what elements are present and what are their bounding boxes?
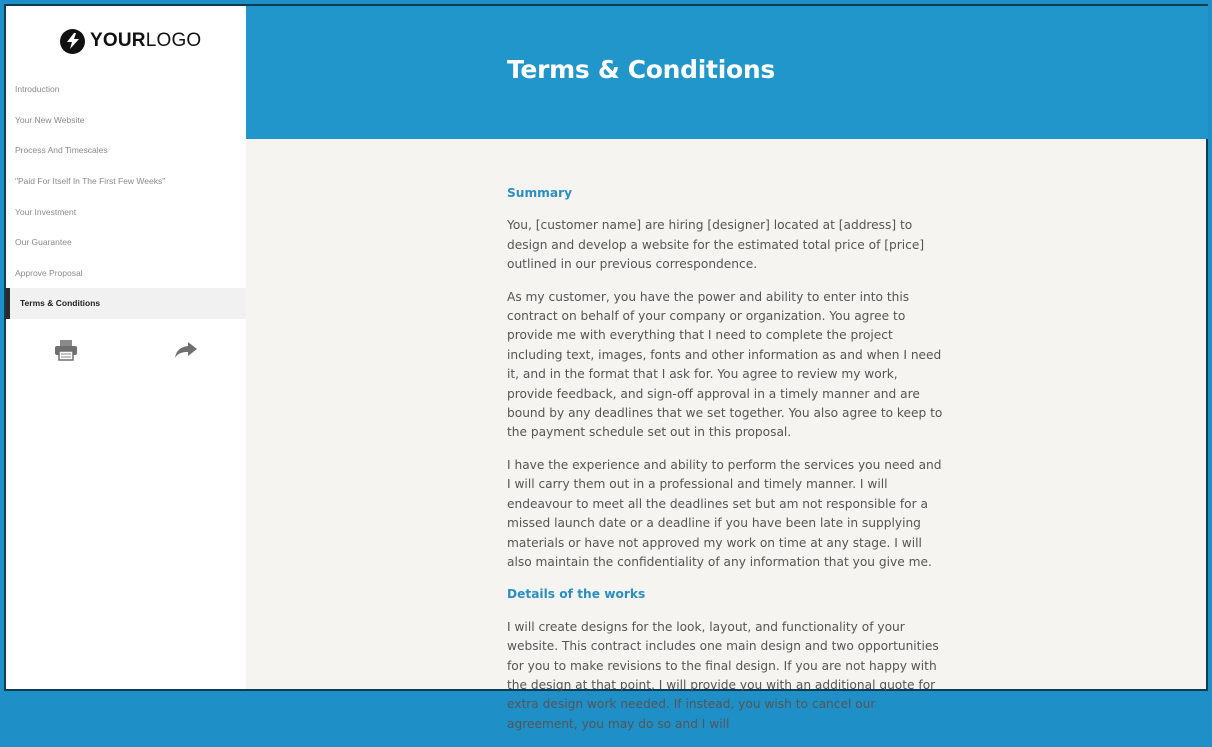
- nav-item-introduction[interactable]: Introduction: [15, 84, 60, 95]
- tools-bar: [6, 340, 246, 362]
- nav-item-your-new-website[interactable]: Your New Website: [15, 114, 85, 125]
- share-arrow-icon[interactable]: [174, 340, 198, 360]
- logo-text: YOURLOGO: [90, 30, 202, 51]
- paragraph: As my customer, you have the power and ability to enter into this contract on behalf of your company or organization. You agree to provide me with everything that I need to complete the project including text, images, fonts and other information as and when I need it, and in the format that I ask for. You agree to review my work, provide feedback, and sign-off approval in a timely manner and are bound by any deadlines that we set together. You also agree to keep to the payment schedule set out in this proposal.: [507, 289, 943, 440]
- bolt-icon: [60, 29, 85, 54]
- sidebar: [6, 6, 246, 689]
- paragraph: I have the experience and ability to perform the services you need and I will carry them out in a professional and timely manner. I will endeavour to meet all the deadlines set but am not responsible for a missed launch date or a deadline if you have been late in supplying materials or have not approved my work on time at any stage. I will also maintain the confidentiality of any information that you give me.: [507, 457, 942, 569]
- printer-icon[interactable]: [54, 340, 78, 360]
- nav-item-your-investment[interactable]: Your Investment: [15, 206, 77, 217]
- nav-item-paid-for-itself[interactable]: "Paid For Itself In The First Few Weeks": [15, 176, 166, 187]
- sidebar-nav: [6, 74, 246, 319]
- logo[interactable]: [60, 28, 201, 54]
- nav-item-process-and-timescales[interactable]: Process And Timescales: [15, 145, 108, 156]
- document-content: [507, 184, 947, 747]
- page-title: Terms & Conditions: [507, 55, 775, 84]
- nav-item-approve-proposal[interactable]: Approve Proposal: [15, 267, 83, 278]
- nav-item-our-guarantee[interactable]: Our Guarantee: [15, 237, 72, 248]
- paragraph: You, [customer name] are hiring [designer] located at [address] to design and develop a website for the estimated total price of [price] outlined in our previous correspondence.: [507, 218, 925, 272]
- app-frame: [4, 4, 1208, 731]
- nav-item-terms-conditions[interactable]: Terms & Conditions: [6, 288, 246, 319]
- paragraph: I will create designs for the look, layout, and functionality of your website. This contract includes one main design and two opportunities for you to make revisions to the final design. If you are not happy with the design at that point, I will provide you with an additional quote for extra design work needed. If instead, you wish to cancel our agreement, you may do so and I will: [507, 619, 939, 731]
- section-heading-details: Details of the works: [507, 587, 646, 602]
- section-heading-summary: Summary: [507, 186, 573, 200]
- page-header: [246, 6, 1208, 139]
